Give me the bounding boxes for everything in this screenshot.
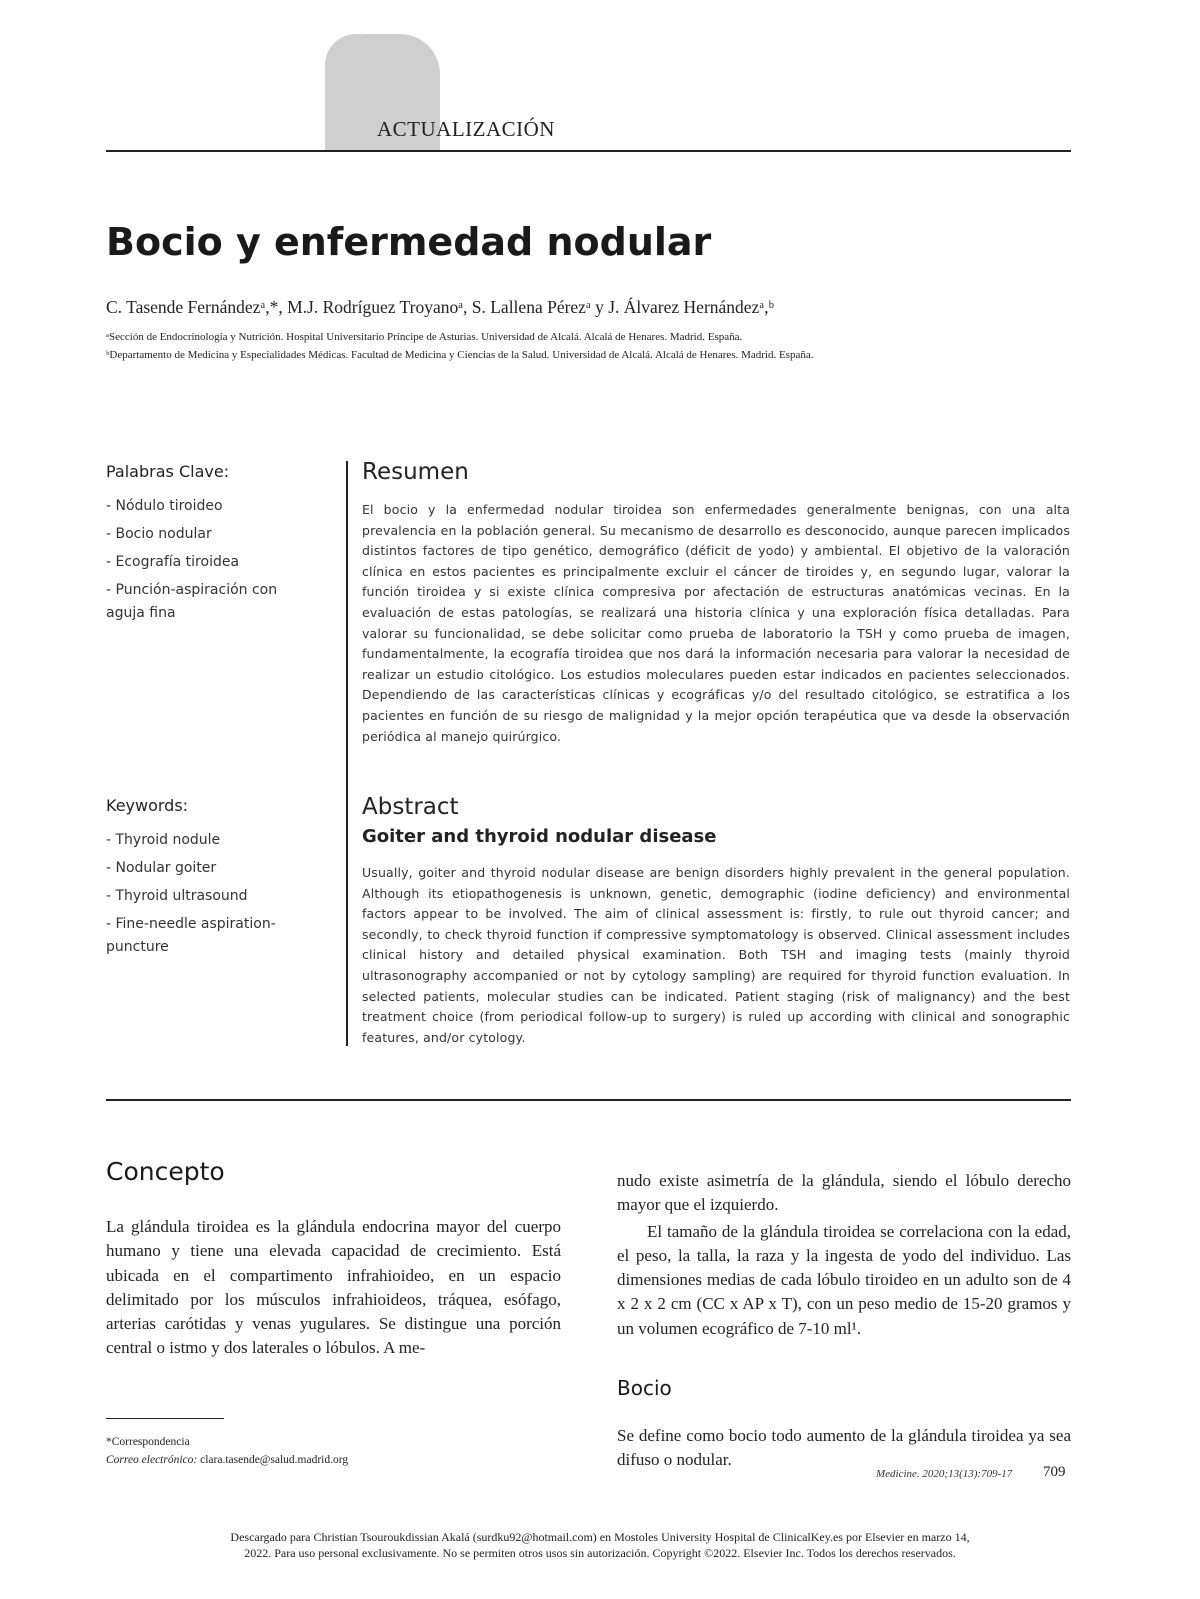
download-notice-line-1: Descargado para Christian Tsouroukdissian Akalá (surdku92@hotmail.com) en Mostoles University Hospital de ClinicalKey.es por Elsevier en marzo 14, (230, 1530, 970, 1544)
abstract-bottom-rule (106, 1099, 1071, 1101)
bocio-heading: Bocio (617, 1376, 672, 1400)
keywords-heading-en: Keywords: (106, 796, 189, 815)
download-notice (150, 1529, 1050, 1561)
journal-citation: Medicine. 2020;13(13):709-17 (876, 1468, 1013, 1480)
affiliation-b: ᵇDepartamento de Medicina y Especialidades Médicas. Facultad de Medicina y Ciencias de la Salud. Universidad de Alcalá. Alcalá de Henares. Madrid. España. (106, 349, 814, 361)
correspondence-note: *Correspondencia (106, 1436, 190, 1448)
keyword-item: - Punción-aspiración con aguja fina (106, 582, 278, 621)
keyword-item: - Thyroid nodule (106, 832, 221, 848)
concepto-paragraph-1-continued: nudo existe asimetría de la glándula, siendo el lóbulo derecho mayor que el izquierdo. (617, 1171, 1071, 1215)
keyword-item: - Fine-needle aspiration-puncture (106, 916, 276, 955)
email-label: Correo electrónico: (106, 1454, 198, 1466)
concepto-heading: Concepto (106, 1157, 225, 1186)
keyword-item: - Nódulo tiroideo (106, 498, 223, 514)
keyword-item: - Thyroid ultrasound (106, 888, 248, 904)
abstract-text: Usually, goiter and thyroid nodular disease are benign disorders highly prevalent in the general population. Although its etiopathogenesis is unknown, genetic, demographic (iodine deficiency) and environmental factors appear to be involved. The aim of clinical assessment is: firstly, to rule out thyroid cancer; and secondly, to check thyroid function if compressive symptomatology is observed. Clinical assessment includes clinical history and detailed physical examination. Both TSH and imaging tests (mainly thyroid ultrasonography accompanied or not by cytology sampling) are required for thyroid function evaluation. In selected patients, molecular studies can be indicated. Patient staging (risk of malignancy) and the best treatment choice (from periodical follow-up to surgery) is ruled up according with clinical and sonographic features, and/or cytology. (362, 865, 1070, 1045)
resumen-heading: Resumen (362, 459, 469, 485)
keyword-item: - Nodular goiter (106, 860, 217, 876)
article-title: Bocio y enfermedad nodular (106, 220, 712, 264)
section-label: ACTUALIZACIÓN (377, 117, 555, 141)
page-number: 709 (1043, 1464, 1066, 1480)
footnote-rule (106, 1418, 224, 1419)
download-notice-line-2: 2022. Para uso personal exclusivamente. No se permiten otros usos sin autorización. Copyright ©2022. Elsevier Inc. Todos los derechos reservados. (244, 1546, 956, 1560)
keywords-heading-es: Palabras Clave: (106, 462, 230, 481)
header-rule (106, 150, 1071, 152)
keywords-list-en (106, 829, 306, 964)
concepto-paragraph-1: La glándula tiroidea es la glándula endocrina mayor del cuerpo humano y tiene una elevada capacidad de crecimiento. Está ubicada en el compartimento infrahioideo, en un espacio delimitado por los músculos infrahioideos, tráquea, esófago, arterias carótidas y venas yugulares. Se distingue una porción central o istmo y dos laterales o lóbulos. A me- (106, 1217, 561, 1358)
abstract-divider (346, 461, 348, 1046)
right-column (617, 1169, 1071, 1341)
authors: C. Tasende Fernándezᵃ,*, M.J. Rodríguez Troyanoᵃ, S. Lallena Pérezᵃ y J. Álvarez Hernándezᵃ,ᵇ (106, 297, 774, 317)
correspondence-email (106, 1454, 348, 1466)
affiliation-a: ᵃSección de Endocrinología y Nutrición. Hospital Universitario Príncipe de Asturias. Universidad de Alcalá. Alcalá de Henares. Madrid. España. (106, 331, 743, 343)
bocio-paragraph-1: Se define como bocio todo aumento de la glándula tiroidea ya sea difuso o nodular. (617, 1426, 1071, 1470)
keyword-item: - Bocio nodular (106, 526, 212, 542)
abstract-subtitle: Goiter and thyroid nodular disease (362, 826, 717, 847)
keyword-item: - Ecografía tiroidea (106, 554, 240, 570)
email-address[interactable]: clara.tasende@salud.madrid.org (200, 1454, 349, 1466)
keywords-list-es (106, 495, 306, 630)
abstract-heading: Abstract (362, 794, 459, 820)
concepto-paragraph-2: El tamaño de la glándula tiroidea se correlaciona con la edad, el peso, la talla, la raza y la ingesta de yodo del individuo. Las dimensiones medias de cada lóbulo tiroideo en un adulto son de 4 x 2 x 2 cm (CC x AP x T), con un peso medio de 15-20 gramos y un volumen ecográfico de 7-10 ml¹. (617, 1221, 1071, 1338)
resumen-text: El bocio y la enfermedad nodular tiroidea son enfermedades generalmente benignas, con una alta prevalencia en la población general. Su mecanismo de desarrollo es desconocido, aunque parecen implicados distintos factores de tipo genético, demográfico (déficit de yodo) y ambiental. El objetivo de la valoración clínica en estos pacientes es principalmente excluir el cáncer de tiroides y, en segundo lugar, valorar la función tiroidea y si existe clínica compresiva por afectación de estructuras anatómicas vecinas. En la evaluación de estas patologías, se realizará una historia clínica y una exploración física detalladas. Para valorar su funcionalidad, se debe solicitar como prueba de laboratorio la TSH y como prueba de imagen, fundamentalmente, la ecografía tiroidea que nos dará la información necesaria para valorar la necesidad de realizar un estudio citológico. Los estudios moleculares pueden estar indicados en pacientes seleccionados. Dependiendo de las características clínicas y ecográficas y/o del resultado citológico, se estratifica a los pacientes en función de su riesgo de malignidad y la mejor opción terapéutica que va desde la observación periódica al manejo quirúrgico. (362, 502, 1070, 744)
